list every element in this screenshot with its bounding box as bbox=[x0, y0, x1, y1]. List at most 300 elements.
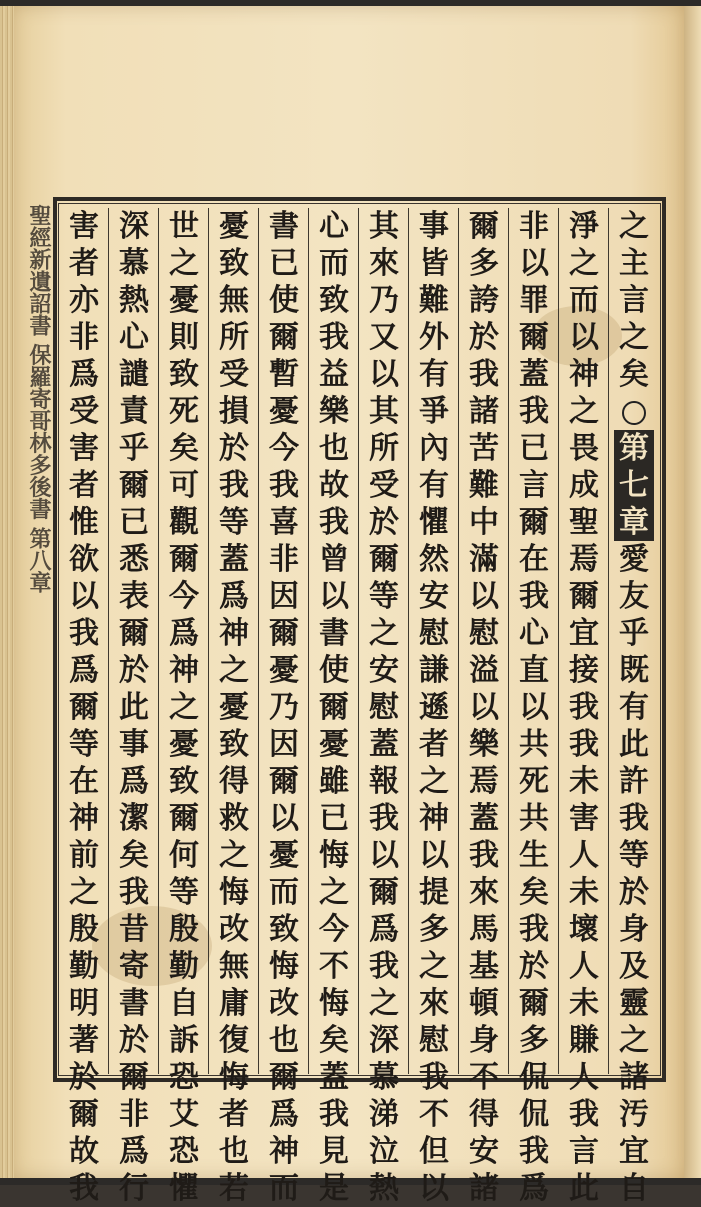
glyph: 我 bbox=[569, 690, 599, 725]
glyph: 我 bbox=[319, 320, 349, 355]
glyph: 苦 bbox=[469, 431, 499, 466]
glyph: 難 bbox=[469, 468, 499, 503]
glyph: 憂 bbox=[269, 394, 299, 429]
glyph: 以 bbox=[519, 246, 549, 281]
glyph: 悔 bbox=[219, 1060, 249, 1095]
glyph: 我 bbox=[319, 1097, 349, 1132]
glyph: 悔 bbox=[219, 875, 249, 910]
glyph: 致 bbox=[219, 246, 249, 281]
glyph: 心 bbox=[319, 209, 349, 244]
glyph: 共 bbox=[519, 727, 549, 762]
glyph: 憂 bbox=[269, 838, 299, 873]
glyph: 遜 bbox=[419, 690, 449, 725]
glyph: 侃 bbox=[519, 1060, 549, 1095]
glyph: 許 bbox=[619, 764, 649, 799]
glyph: 之 bbox=[169, 690, 199, 725]
glyph: 事 bbox=[119, 727, 149, 762]
glyph: 神 bbox=[569, 357, 599, 392]
glyph: 此 bbox=[619, 727, 649, 762]
glyph: 言 bbox=[619, 283, 649, 318]
text-column bbox=[110, 208, 158, 1206]
glyph: 慰 bbox=[469, 616, 499, 651]
glyph: 於 bbox=[469, 320, 499, 355]
column-rule bbox=[508, 208, 509, 1074]
glyph: 我 bbox=[469, 838, 499, 873]
glyph: 來 bbox=[419, 986, 449, 1021]
glyph: 今 bbox=[169, 579, 199, 614]
glyph: 以 bbox=[269, 801, 299, 836]
glyph: 未 bbox=[569, 875, 599, 910]
glyph: 安 bbox=[419, 579, 449, 614]
glyph: 安 bbox=[469, 1134, 499, 1169]
glyph: 共 bbox=[519, 801, 549, 836]
glyph: 欲 bbox=[69, 542, 99, 577]
glyph: 誇 bbox=[469, 283, 499, 318]
glyph: 罪 bbox=[519, 283, 549, 318]
glyph: 爭 bbox=[419, 394, 449, 429]
column-rule bbox=[558, 208, 559, 1074]
glyph: 矣 bbox=[519, 875, 549, 910]
glyph: 第 bbox=[614, 430, 654, 467]
glyph: 非 bbox=[69, 320, 99, 355]
glyph: 我 bbox=[619, 801, 649, 836]
glyph: 受 bbox=[219, 357, 249, 392]
glyph: 已 bbox=[119, 505, 149, 540]
column-rule bbox=[458, 208, 459, 1074]
glyph: 是 bbox=[319, 1171, 349, 1206]
glyph: 書 bbox=[319, 616, 349, 651]
glyph: 益 bbox=[319, 357, 349, 392]
glyph: 得 bbox=[469, 1097, 499, 1132]
glyph: 爲 bbox=[269, 1097, 299, 1132]
glyph: 爾 bbox=[169, 801, 199, 836]
glyph: 所 bbox=[219, 320, 249, 355]
glyph: 慰 bbox=[419, 1023, 449, 1058]
glyph: 矣 bbox=[119, 838, 149, 873]
glyph: 爾 bbox=[519, 986, 549, 1021]
glyph: 可 bbox=[169, 468, 199, 503]
glyph: 悔 bbox=[319, 838, 349, 873]
glyph: 受 bbox=[69, 394, 99, 429]
glyph: 章 bbox=[614, 504, 654, 541]
glyph: 我 bbox=[469, 357, 499, 392]
glyph: 畏 bbox=[569, 431, 599, 466]
glyph: 書 bbox=[269, 209, 299, 244]
glyph: 中 bbox=[469, 505, 499, 540]
glyph: 之 bbox=[619, 209, 649, 244]
glyph: 主 bbox=[619, 246, 649, 281]
glyph: 前 bbox=[69, 838, 99, 873]
next-leaf-edge bbox=[684, 6, 701, 1178]
glyph: 爾 bbox=[569, 579, 599, 614]
glyph: 惟 bbox=[69, 505, 99, 540]
glyph: 爲 bbox=[69, 653, 99, 688]
glyph: 來 bbox=[469, 875, 499, 910]
glyph: 艾 bbox=[169, 1097, 199, 1132]
text-column bbox=[510, 208, 558, 1206]
glyph: 乃 bbox=[269, 690, 299, 725]
glyph: 等 bbox=[369, 579, 399, 614]
glyph: 爲 bbox=[369, 912, 399, 947]
glyph: 身 bbox=[619, 912, 649, 947]
glyph: 害 bbox=[69, 431, 99, 466]
glyph: 友 bbox=[619, 579, 649, 614]
glyph: 此 bbox=[569, 1171, 599, 1206]
glyph: 謙 bbox=[419, 653, 449, 688]
glyph: 致 bbox=[319, 283, 349, 318]
glyph: 神 bbox=[169, 653, 199, 688]
glyph: 若 bbox=[219, 1171, 249, 1206]
glyph: 損 bbox=[219, 394, 249, 429]
page-edge bbox=[0, 6, 14, 1178]
glyph: 然 bbox=[419, 542, 449, 577]
glyph: 基 bbox=[469, 949, 499, 984]
glyph: 爾 bbox=[269, 764, 299, 799]
glyph: 已 bbox=[319, 801, 349, 836]
glyph: 以 bbox=[469, 579, 499, 614]
glyph: 有 bbox=[419, 468, 449, 503]
glyph: 也 bbox=[269, 1023, 299, 1058]
glyph: 涕 bbox=[369, 1097, 399, 1132]
glyph: 蓋 bbox=[319, 1060, 349, 1095]
text-column bbox=[160, 208, 208, 1206]
glyph: 憂 bbox=[269, 653, 299, 688]
glyph: 乃 bbox=[369, 283, 399, 318]
column-rule bbox=[208, 208, 209, 1074]
glyph: 已 bbox=[269, 246, 299, 281]
glyph: 我 bbox=[369, 949, 399, 984]
glyph: 神 bbox=[269, 1134, 299, 1169]
glyph: 難 bbox=[419, 283, 449, 318]
glyph: 爲 bbox=[69, 357, 99, 392]
glyph: 心 bbox=[119, 320, 149, 355]
glyph: 諸 bbox=[619, 1060, 649, 1095]
glyph: 曾 bbox=[319, 542, 349, 577]
glyph: 悔 bbox=[319, 986, 349, 1021]
glyph: 著 bbox=[69, 1023, 99, 1058]
glyph: 多 bbox=[519, 1023, 549, 1058]
glyph: 自 bbox=[169, 986, 199, 1021]
glyph: 庸 bbox=[219, 986, 249, 1021]
glyph: 今 bbox=[319, 912, 349, 947]
glyph: 人 bbox=[569, 949, 599, 984]
glyph: 於 bbox=[619, 875, 649, 910]
glyph: 爾 bbox=[519, 320, 549, 355]
glyph: 昔 bbox=[119, 912, 149, 947]
glyph: 亦 bbox=[69, 283, 99, 318]
text-column bbox=[210, 208, 258, 1206]
glyph: 未 bbox=[569, 986, 599, 1021]
glyph: 改 bbox=[219, 912, 249, 947]
glyph: 又 bbox=[369, 320, 399, 355]
glyph: 樂 bbox=[319, 394, 349, 429]
glyph: 我 bbox=[519, 579, 549, 614]
glyph: 害 bbox=[569, 801, 599, 836]
glyph: 悔 bbox=[269, 949, 299, 984]
glyph: 及 bbox=[619, 949, 649, 984]
glyph: 泣 bbox=[369, 1134, 399, 1169]
glyph: 致 bbox=[169, 764, 199, 799]
glyph: 在 bbox=[519, 542, 549, 577]
glyph: 殷 bbox=[169, 912, 199, 947]
glyph: 死 bbox=[519, 764, 549, 799]
glyph: 深 bbox=[369, 1023, 399, 1058]
glyph: 使 bbox=[319, 653, 349, 688]
glyph: 爾 bbox=[369, 542, 399, 577]
glyph: 焉 bbox=[569, 542, 599, 577]
glyph: 我 bbox=[569, 1097, 599, 1132]
glyph: 以 bbox=[519, 690, 549, 725]
glyph: 以 bbox=[319, 579, 349, 614]
glyph: 我 bbox=[69, 616, 99, 651]
glyph: 之 bbox=[69, 875, 99, 910]
glyph: 明 bbox=[69, 986, 99, 1021]
glyph: 訴 bbox=[169, 1023, 199, 1058]
glyph: 諸 bbox=[469, 394, 499, 429]
glyph: 等 bbox=[219, 505, 249, 540]
glyph: 爲 bbox=[219, 579, 249, 614]
glyph: 受 bbox=[369, 468, 399, 503]
glyph: 之 bbox=[319, 875, 349, 910]
glyph: 提 bbox=[419, 875, 449, 910]
glyph: 寄 bbox=[119, 949, 149, 984]
glyph: 我 bbox=[419, 1060, 449, 1095]
glyph bbox=[614, 393, 654, 430]
glyph: 而 bbox=[269, 1171, 299, 1206]
glyph: 來 bbox=[369, 246, 399, 281]
glyph: 非 bbox=[119, 1097, 149, 1132]
glyph: 宜 bbox=[569, 616, 599, 651]
glyph: 之 bbox=[419, 764, 449, 799]
glyph: 懼 bbox=[169, 1171, 199, 1206]
glyph: 則 bbox=[169, 320, 199, 355]
glyph: 但 bbox=[419, 1134, 449, 1169]
text-column bbox=[610, 208, 658, 1206]
glyph: 憂 bbox=[219, 209, 249, 244]
glyph: 懼 bbox=[419, 505, 449, 540]
glyph: 而 bbox=[569, 283, 599, 318]
glyph: 乎 bbox=[619, 616, 649, 651]
glyph: 於 bbox=[69, 1060, 99, 1095]
glyph: 有 bbox=[419, 357, 449, 392]
glyph: 殷 bbox=[69, 912, 99, 947]
glyph: 所 bbox=[369, 431, 399, 466]
glyph: 之 bbox=[619, 1023, 649, 1058]
glyph: 矣 bbox=[169, 431, 199, 466]
glyph: 於 bbox=[519, 949, 549, 984]
glyph: 爾 bbox=[319, 690, 349, 725]
glyph: 改 bbox=[269, 986, 299, 1021]
glyph: 爲 bbox=[169, 616, 199, 651]
text-column bbox=[260, 208, 308, 1206]
glyph: 救 bbox=[219, 801, 249, 836]
text-column bbox=[560, 208, 608, 1206]
glyph: 生 bbox=[519, 838, 549, 873]
glyph: 宜 bbox=[619, 1134, 649, 1169]
glyph: 以 bbox=[569, 320, 599, 355]
glyph: 以 bbox=[469, 690, 499, 725]
glyph: 以 bbox=[369, 838, 399, 873]
glyph: 爾 bbox=[269, 320, 299, 355]
glyph: 我 bbox=[519, 912, 549, 947]
glyph: 蓋 bbox=[519, 357, 549, 392]
glyph: 之 bbox=[569, 246, 599, 281]
glyph: 書 bbox=[119, 986, 149, 1021]
glyph: 熱 bbox=[369, 1171, 399, 1206]
glyph: 熱 bbox=[119, 283, 149, 318]
glyph: 未 bbox=[569, 764, 599, 799]
text-column bbox=[60, 208, 108, 1206]
glyph: 神 bbox=[419, 801, 449, 836]
glyph: 已 bbox=[519, 431, 549, 466]
glyph: 身 bbox=[469, 1023, 499, 1058]
glyph: 爾 bbox=[369, 875, 399, 910]
glyph: 溢 bbox=[469, 653, 499, 688]
glyph: 譴 bbox=[119, 357, 149, 392]
glyph: 蓋 bbox=[469, 801, 499, 836]
glyph: 成 bbox=[569, 468, 599, 503]
column-rule bbox=[108, 208, 109, 1074]
glyph: 也 bbox=[219, 1134, 249, 1169]
circle-marker-icon bbox=[622, 401, 646, 425]
glyph: 報 bbox=[369, 764, 399, 799]
glyph: 不 bbox=[319, 949, 349, 984]
glyph: 見 bbox=[319, 1134, 349, 1169]
glyph: 蓋 bbox=[219, 542, 249, 577]
column-rule bbox=[358, 208, 359, 1074]
glyph: 致 bbox=[269, 912, 299, 947]
glyph: 言 bbox=[519, 468, 549, 503]
column-rule bbox=[608, 208, 609, 1074]
glyph: 我 bbox=[519, 394, 549, 429]
glyph: 焉 bbox=[469, 764, 499, 799]
glyph: 恐 bbox=[169, 1134, 199, 1169]
glyph: 內 bbox=[419, 431, 449, 466]
glyph: 深 bbox=[119, 209, 149, 244]
glyph: 以 bbox=[69, 579, 99, 614]
glyph: 責 bbox=[119, 394, 149, 429]
text-column bbox=[460, 208, 508, 1206]
glyph: 人 bbox=[569, 1060, 599, 1095]
glyph: 何 bbox=[169, 838, 199, 873]
glyph: 靈 bbox=[619, 986, 649, 1021]
glyph: 以 bbox=[419, 1171, 449, 1206]
glyph: 乎 bbox=[119, 431, 149, 466]
glyph: 爾 bbox=[69, 1097, 99, 1132]
glyph: 以 bbox=[419, 838, 449, 873]
glyph: 直 bbox=[519, 653, 549, 688]
glyph: 暫 bbox=[269, 357, 299, 392]
glyph: 我 bbox=[319, 505, 349, 540]
glyph: 不 bbox=[419, 1097, 449, 1132]
glyph: 慰 bbox=[419, 616, 449, 651]
glyph: 爾 bbox=[119, 468, 149, 503]
glyph: 勤 bbox=[69, 949, 99, 984]
glyph: 樂 bbox=[469, 727, 499, 762]
glyph: 淨 bbox=[569, 209, 599, 244]
glyph: 之 bbox=[619, 320, 649, 355]
glyph: 愛 bbox=[619, 542, 649, 577]
glyph: 接 bbox=[569, 653, 599, 688]
glyph: 慰 bbox=[369, 690, 399, 725]
column-rule bbox=[258, 208, 259, 1074]
glyph: 蓋 bbox=[369, 727, 399, 762]
glyph: 之 bbox=[369, 986, 399, 1021]
glyph: 而 bbox=[319, 246, 349, 281]
glyph: 者 bbox=[419, 727, 449, 762]
glyph: 矣 bbox=[319, 1023, 349, 1058]
glyph: 爾 bbox=[469, 209, 499, 244]
glyph: 我 bbox=[119, 875, 149, 910]
glyph: 等 bbox=[169, 875, 199, 910]
glyph: 人 bbox=[569, 838, 599, 873]
glyph: 爲 bbox=[119, 1134, 149, 1169]
glyph: 死 bbox=[169, 394, 199, 429]
glyph: 因 bbox=[269, 579, 299, 614]
glyph: 爾 bbox=[169, 542, 199, 577]
glyph: 於 bbox=[119, 653, 149, 688]
glyph: 故 bbox=[319, 468, 349, 503]
glyph: 慕 bbox=[119, 246, 149, 281]
glyph: 諸 bbox=[469, 1171, 499, 1206]
glyph: 在 bbox=[69, 764, 99, 799]
glyph: 皆 bbox=[419, 246, 449, 281]
glyph: 之 bbox=[169, 246, 199, 281]
glyph: 憂 bbox=[169, 727, 199, 762]
glyph: 滿 bbox=[469, 542, 499, 577]
glyph: 復 bbox=[219, 1023, 249, 1058]
glyph: 致 bbox=[219, 727, 249, 762]
glyph: 者 bbox=[69, 468, 99, 503]
glyph: 因 bbox=[269, 727, 299, 762]
glyph: 其 bbox=[369, 209, 399, 244]
glyph: 表 bbox=[119, 579, 149, 614]
glyph: 神 bbox=[219, 616, 249, 651]
glyph: 侃 bbox=[519, 1097, 549, 1132]
glyph: 害 bbox=[69, 209, 99, 244]
column-rule bbox=[408, 208, 409, 1074]
glyph: 外 bbox=[419, 320, 449, 355]
glyph: 無 bbox=[219, 283, 249, 318]
glyph: 觀 bbox=[169, 505, 199, 540]
glyph: 者 bbox=[219, 1097, 249, 1132]
glyph: 爾 bbox=[269, 616, 299, 651]
glyph: 悉 bbox=[119, 542, 149, 577]
glyph: 非 bbox=[519, 209, 549, 244]
glyph: 之 bbox=[219, 838, 249, 873]
glyph: 爾 bbox=[119, 616, 149, 651]
glyph: 安 bbox=[369, 653, 399, 688]
glyph: 之 bbox=[369, 616, 399, 651]
running-title: 聖經新遺詔書 保羅寄哥林多後書 第八章 bbox=[26, 204, 52, 594]
text-column bbox=[360, 208, 408, 1206]
glyph: 憂 bbox=[219, 690, 249, 725]
glyph: 於 bbox=[219, 431, 249, 466]
glyph: 爲 bbox=[519, 1171, 549, 1206]
glyph: 自 bbox=[619, 1171, 649, 1206]
glyph: 者 bbox=[69, 246, 99, 281]
glyph: 此 bbox=[119, 690, 149, 725]
glyph: 恐 bbox=[169, 1060, 199, 1095]
glyph: 我 bbox=[69, 1171, 99, 1206]
glyph: 使 bbox=[269, 283, 299, 318]
glyph: 爾 bbox=[119, 1060, 149, 1095]
glyph: 非 bbox=[269, 542, 299, 577]
glyph: 其 bbox=[369, 394, 399, 429]
glyph: 聖 bbox=[569, 505, 599, 540]
text-column bbox=[410, 208, 458, 1206]
glyph: 雖 bbox=[319, 764, 349, 799]
